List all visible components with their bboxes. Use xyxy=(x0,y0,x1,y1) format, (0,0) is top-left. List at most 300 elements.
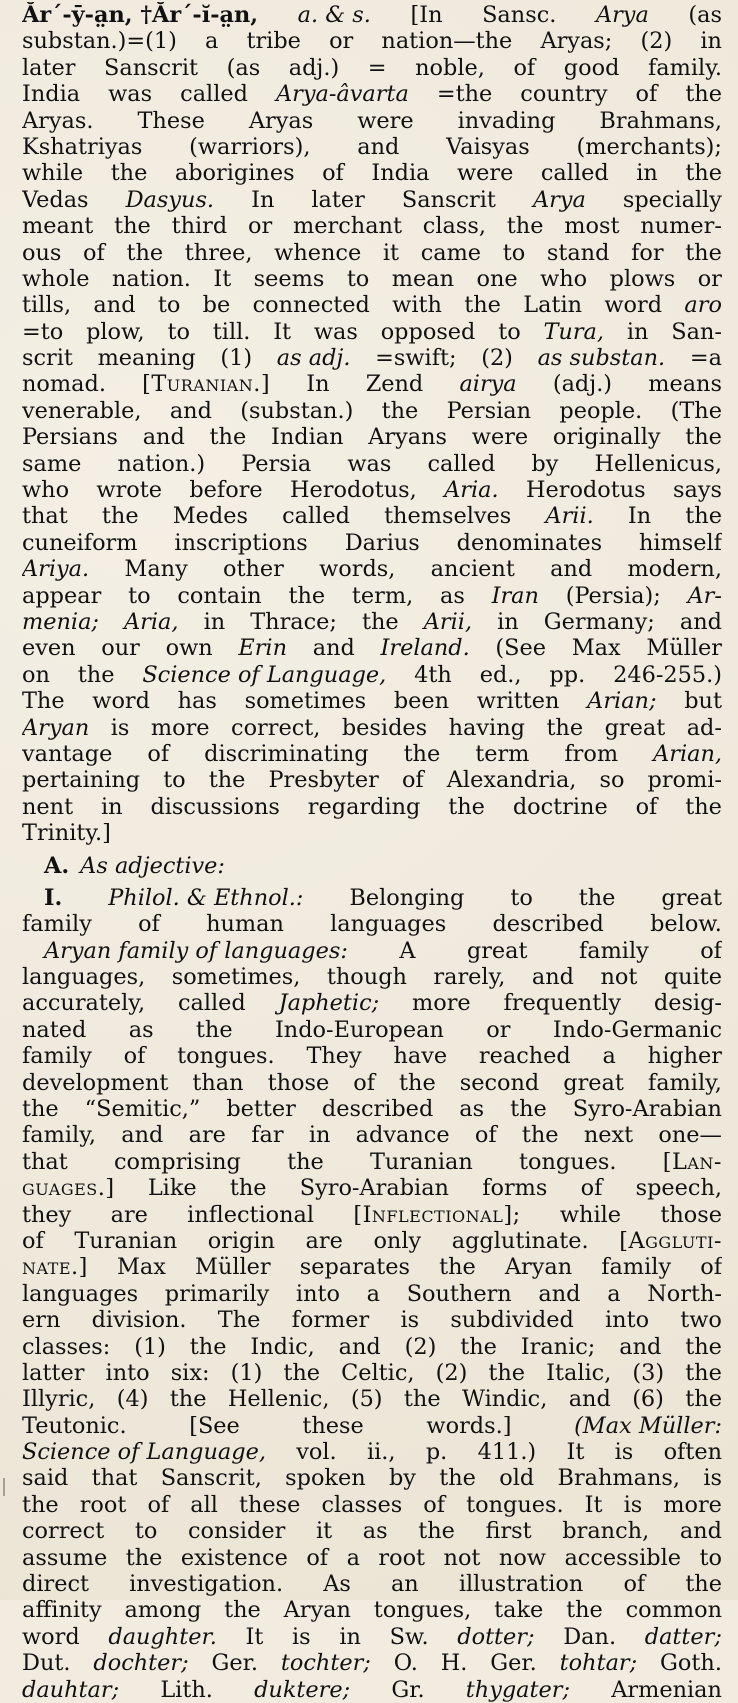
word: Goth. xyxy=(660,1650,722,1677)
word: the xyxy=(685,1571,722,1598)
word: the xyxy=(685,1386,722,1413)
word: has xyxy=(177,688,217,715)
word: desig- xyxy=(653,990,722,1017)
word: were xyxy=(357,107,414,134)
word: As adjective: xyxy=(80,852,225,879)
word: Alexandria, xyxy=(446,767,577,794)
word: plow, xyxy=(86,318,145,345)
word: Ger. xyxy=(211,1650,259,1677)
word: Ariya. xyxy=(22,556,90,583)
text-line xyxy=(22,1096,722,1122)
word: connected xyxy=(252,292,370,319)
text-line xyxy=(22,715,722,741)
word: these xyxy=(302,1412,364,1439)
text-line xyxy=(22,108,722,134)
text-line xyxy=(22,1650,722,1676)
word: tohtar; xyxy=(559,1650,638,1677)
word: Müller xyxy=(195,1254,271,1281)
word: written xyxy=(476,688,560,715)
word: [In xyxy=(410,2,443,28)
text-line xyxy=(22,477,722,503)
word: India xyxy=(371,160,430,187)
word: (5) xyxy=(350,1386,383,1413)
word: tongues. xyxy=(519,1148,617,1175)
word: Ireland. xyxy=(380,635,470,662)
word: tongues. xyxy=(177,1043,275,1070)
word: in xyxy=(308,1122,331,1149)
text-line xyxy=(22,938,722,964)
word: to xyxy=(346,265,370,292)
word: called xyxy=(540,160,609,187)
text-line xyxy=(22,240,722,266)
text-line xyxy=(22,1043,722,1069)
word: called xyxy=(282,503,350,530)
word: Southern xyxy=(406,1280,512,1307)
word: the xyxy=(439,1465,476,1492)
word: Philol. & Ethnol.: xyxy=(108,884,304,911)
word: modern, xyxy=(627,556,722,583)
word: Müller xyxy=(646,635,722,662)
word: third xyxy=(171,213,228,240)
word: in xyxy=(339,1623,361,1650)
text-line xyxy=(22,1334,722,1360)
word: Arian, xyxy=(653,740,722,767)
word: Aryans xyxy=(368,424,448,451)
word: invading xyxy=(457,107,556,134)
word: so xyxy=(599,767,625,794)
word: quite xyxy=(663,964,722,991)
word: ed., xyxy=(479,661,522,688)
word: the xyxy=(224,1597,261,1624)
word: of xyxy=(306,1544,329,1571)
word: was xyxy=(313,318,358,345)
word: described xyxy=(321,1096,434,1123)
word: Illyric, xyxy=(22,1386,96,1413)
word: Hellenicus, xyxy=(594,450,722,477)
word: daughter. xyxy=(108,1623,217,1650)
word: (The xyxy=(670,397,722,424)
word: great xyxy=(563,1069,624,1096)
word: A xyxy=(399,937,416,964)
word: the xyxy=(403,740,441,767)
word: Indo-European xyxy=(274,1016,444,1043)
word: before xyxy=(189,477,263,504)
text-line xyxy=(22,266,722,292)
word: the xyxy=(578,884,616,911)
text-line xyxy=(22,662,722,688)
word: as xyxy=(459,1096,485,1123)
word: duktere; xyxy=(254,1676,351,1703)
word: Medes xyxy=(172,503,248,530)
word: in xyxy=(497,608,519,635)
word: consider xyxy=(187,1518,286,1545)
word: the xyxy=(189,1333,227,1360)
text-line xyxy=(22,424,722,450)
word: discriminating xyxy=(204,740,369,767)
text-line xyxy=(22,911,722,937)
word: dauhtar; xyxy=(22,1676,120,1703)
word: who xyxy=(540,265,588,292)
word: as xyxy=(128,1016,154,1043)
word: [Aggluti- xyxy=(619,1227,722,1254)
word: have xyxy=(393,1043,448,1070)
word: and xyxy=(93,292,136,319)
word: development xyxy=(22,1069,169,1096)
word: reached xyxy=(478,1043,571,1070)
word: by xyxy=(388,1465,416,1492)
word: separates xyxy=(299,1254,410,1281)
word: aro xyxy=(684,292,722,319)
word: “Semitic,” xyxy=(84,1096,201,1123)
word: denominates xyxy=(456,529,603,556)
word: and xyxy=(619,1333,662,1360)
word: to xyxy=(502,239,526,266)
word: (2) xyxy=(640,28,673,55)
word: the xyxy=(506,213,544,240)
word: the xyxy=(229,1175,267,1202)
word: Gr. xyxy=(391,1676,425,1703)
word: six: xyxy=(170,1359,210,1386)
text-line xyxy=(22,1202,722,1228)
word: Herodotus, xyxy=(289,477,417,504)
word: (merchants); xyxy=(576,133,722,160)
word: the xyxy=(439,1254,476,1281)
word: nomad. xyxy=(22,371,106,398)
word: or xyxy=(248,213,273,240)
word: Sanscrit xyxy=(401,186,496,213)
word: words, xyxy=(319,556,396,583)
word: primarily xyxy=(164,1280,270,1307)
word: =the xyxy=(436,81,493,108)
word: ous xyxy=(22,239,62,266)
text-line xyxy=(22,741,722,767)
word: country xyxy=(520,81,608,108)
text-line xyxy=(22,213,722,239)
dictionary-entry-aryan xyxy=(22,2,722,1703)
word: of xyxy=(700,1254,722,1281)
word: H. xyxy=(440,1650,468,1677)
word: Latin xyxy=(523,292,583,319)
word: to xyxy=(167,318,190,345)
word: were xyxy=(457,160,514,187)
word: ad- xyxy=(686,714,722,741)
word: the xyxy=(283,1359,321,1386)
word: into xyxy=(604,1307,650,1334)
word: they xyxy=(22,1201,72,1228)
word: tills, xyxy=(22,292,72,319)
word: tribe xyxy=(246,28,301,55)
word: Turanian xyxy=(74,1227,178,1254)
word: having xyxy=(448,714,525,741)
word: only xyxy=(373,1227,422,1254)
word: Herodotus xyxy=(525,477,646,504)
word: It xyxy=(245,1623,264,1650)
word: far xyxy=(251,1122,284,1149)
word: in xyxy=(203,608,226,635)
word: on xyxy=(22,661,50,688)
text-line xyxy=(22,1307,722,1333)
word: It xyxy=(273,318,292,345)
word: not xyxy=(600,964,638,991)
word: Celtic, xyxy=(341,1359,415,1386)
text-line xyxy=(22,187,722,213)
text-line xyxy=(22,1518,722,1544)
word: the xyxy=(114,213,151,240)
word: those xyxy=(267,1069,330,1096)
word: came xyxy=(420,239,482,266)
word: (adj.) xyxy=(552,371,613,398)
word: noble, xyxy=(415,54,485,81)
word: India xyxy=(22,81,81,108)
word: been xyxy=(393,688,450,715)
word: investigation. xyxy=(129,1571,284,1598)
word: pp. xyxy=(549,661,586,688)
word: Aria, xyxy=(124,608,179,635)
word: first xyxy=(485,1518,532,1545)
text-line xyxy=(22,1254,722,1280)
word: merchant xyxy=(293,213,402,240)
word: datter; xyxy=(644,1623,722,1650)
text-line xyxy=(22,160,722,186)
word: Many xyxy=(124,556,188,583)
word: The xyxy=(22,688,65,715)
word: These xyxy=(137,107,205,134)
word: themselves xyxy=(384,503,512,530)
word: tongues, xyxy=(373,1597,472,1624)
word: family. xyxy=(648,54,722,81)
word: Arya-âvarta xyxy=(275,81,409,108)
text-line xyxy=(22,556,722,582)
word: nate.] xyxy=(22,1254,88,1281)
word: the xyxy=(418,1518,455,1545)
word: whence xyxy=(274,239,362,266)
word: Aryas. xyxy=(22,107,94,134)
word: (2) xyxy=(404,1333,437,1360)
word: or xyxy=(697,265,722,292)
word: assume xyxy=(22,1544,108,1571)
word: and xyxy=(531,964,574,991)
word: were xyxy=(471,424,529,451)
word: family xyxy=(22,1043,92,1070)
word: a xyxy=(346,1544,360,1571)
word: It xyxy=(566,1439,585,1466)
text-line xyxy=(22,1413,722,1439)
word: Indian xyxy=(270,424,344,451)
word: term xyxy=(475,740,530,767)
word: They xyxy=(306,1043,362,1070)
word: till. xyxy=(212,318,251,345)
text-line xyxy=(22,1228,722,1254)
word: root xyxy=(378,1544,426,1571)
word: later xyxy=(22,54,76,81)
word: Japhetic; xyxy=(278,990,380,1017)
word: all xyxy=(190,1491,218,1518)
word: means xyxy=(648,371,722,398)
word: great xyxy=(661,884,722,911)
text-line xyxy=(22,1175,722,1201)
word: regarding xyxy=(307,793,421,820)
word: a. & s. xyxy=(297,2,371,28)
word: the xyxy=(125,1544,163,1571)
word: Dan. xyxy=(563,1623,617,1650)
text-line xyxy=(22,885,722,911)
word: those xyxy=(660,1201,722,1228)
word: later xyxy=(311,186,365,213)
word: Aryas xyxy=(248,107,314,134)
word: =swift; xyxy=(375,345,457,372)
text-line xyxy=(22,55,722,81)
word: In xyxy=(306,371,330,398)
word: three, xyxy=(184,239,253,266)
word: of xyxy=(635,793,658,820)
word: advance xyxy=(355,1122,450,1149)
word: is xyxy=(110,714,130,741)
word: but xyxy=(684,688,722,715)
word: opposed xyxy=(380,318,476,345)
word: better xyxy=(226,1096,296,1123)
text-line xyxy=(22,1571,722,1597)
word: who xyxy=(22,477,70,504)
word: by xyxy=(531,450,559,477)
word: to xyxy=(163,767,186,794)
word: Iranic; xyxy=(520,1333,596,1360)
word: to xyxy=(134,1518,158,1545)
word: Persian xyxy=(446,397,532,424)
word: classes xyxy=(321,1491,403,1518)
word: the xyxy=(403,1386,441,1413)
word: and xyxy=(550,556,593,583)
word: words.] xyxy=(426,1412,512,1439)
text-line xyxy=(22,820,722,846)
text-line xyxy=(22,1070,722,1096)
word: while xyxy=(559,1201,622,1228)
word: (3) xyxy=(632,1359,665,1386)
word: one— xyxy=(658,1122,722,1149)
word: described xyxy=(492,911,604,938)
word: languages xyxy=(330,911,447,938)
word: (as xyxy=(688,2,722,28)
word: tongues. xyxy=(466,1491,564,1518)
word: an xyxy=(390,1571,419,1598)
word: be xyxy=(202,292,231,319)
word: into xyxy=(105,1359,150,1386)
word: family xyxy=(601,1254,672,1281)
word: = xyxy=(367,54,387,81)
word: is xyxy=(623,1491,643,1518)
word: of xyxy=(580,1175,603,1202)
word: word xyxy=(92,688,150,715)
word: while xyxy=(22,160,84,187)
word: [See xyxy=(189,1412,240,1439)
word: branch, xyxy=(562,1518,650,1545)
word: of xyxy=(322,160,344,187)
word: for xyxy=(631,239,664,266)
word: [Turanian.] xyxy=(142,371,271,398)
word: (warriors), xyxy=(189,133,311,160)
word: Aryan xyxy=(22,714,90,741)
word: accessible xyxy=(564,1544,682,1571)
word: O. xyxy=(393,1650,418,1677)
word: the xyxy=(521,1122,559,1149)
text-line xyxy=(22,635,722,661)
word: originally xyxy=(552,424,661,451)
word: nation. xyxy=(111,265,191,292)
word: [Lan- xyxy=(662,1148,722,1175)
word: affinity xyxy=(22,1597,102,1624)
word: tochter; xyxy=(280,1650,371,1677)
word: word xyxy=(22,1623,80,1650)
text-line xyxy=(22,1360,722,1386)
word: and xyxy=(169,397,212,424)
word: the xyxy=(566,1597,603,1624)
word: to xyxy=(498,318,521,345)
text-line xyxy=(22,1149,722,1175)
word: spoken xyxy=(285,1465,366,1492)
text-line xyxy=(22,292,722,318)
word: nation—the xyxy=(381,28,513,55)
text-line xyxy=(22,2,722,28)
word: the xyxy=(399,1069,436,1096)
word: human xyxy=(206,911,284,938)
word: accurately, xyxy=(22,990,146,1017)
word: 246-255.) xyxy=(613,661,722,688)
word: to xyxy=(510,884,533,911)
word: that xyxy=(91,1465,138,1492)
word: illustration xyxy=(458,1571,584,1598)
word: doctrine xyxy=(512,793,608,820)
word: is xyxy=(292,1623,311,1650)
word: thygater; xyxy=(465,1676,571,1703)
word: the xyxy=(460,1333,497,1360)
word: in xyxy=(700,28,722,55)
word: besides xyxy=(341,714,428,741)
word: family, xyxy=(647,1069,722,1096)
text-line xyxy=(22,609,722,635)
word: North- xyxy=(647,1280,722,1307)
word: Turanian xyxy=(370,1148,473,1175)
word: of xyxy=(635,81,658,108)
word: the xyxy=(685,793,722,820)
word: specially xyxy=(622,186,722,213)
word: it xyxy=(382,239,400,266)
word: as xyxy=(362,1518,388,1545)
word: Max xyxy=(571,635,621,662)
word: Brahmans, xyxy=(599,107,722,134)
word: vantage xyxy=(22,740,113,767)
word: Ar- xyxy=(687,582,722,609)
word: of xyxy=(147,740,170,767)
word: other xyxy=(223,556,284,583)
word: Hellenic, xyxy=(227,1386,330,1413)
word: cuneiform xyxy=(22,529,138,556)
word: that xyxy=(22,1148,68,1175)
word: the xyxy=(464,292,501,319)
word: In xyxy=(627,503,652,530)
margin-mark xyxy=(3,1478,5,1496)
word: (6) xyxy=(632,1386,664,1413)
word: the xyxy=(685,160,722,187)
word: to xyxy=(157,292,181,319)
word: Dut. xyxy=(22,1650,71,1677)
word: Arya xyxy=(595,2,649,28)
word: numer- xyxy=(640,213,722,240)
word: of xyxy=(623,1571,646,1598)
text-line xyxy=(22,1677,722,1703)
word: Armenian xyxy=(611,1676,722,1703)
text-line xyxy=(22,1624,722,1650)
word: of xyxy=(353,1069,376,1096)
text-line xyxy=(22,767,722,793)
